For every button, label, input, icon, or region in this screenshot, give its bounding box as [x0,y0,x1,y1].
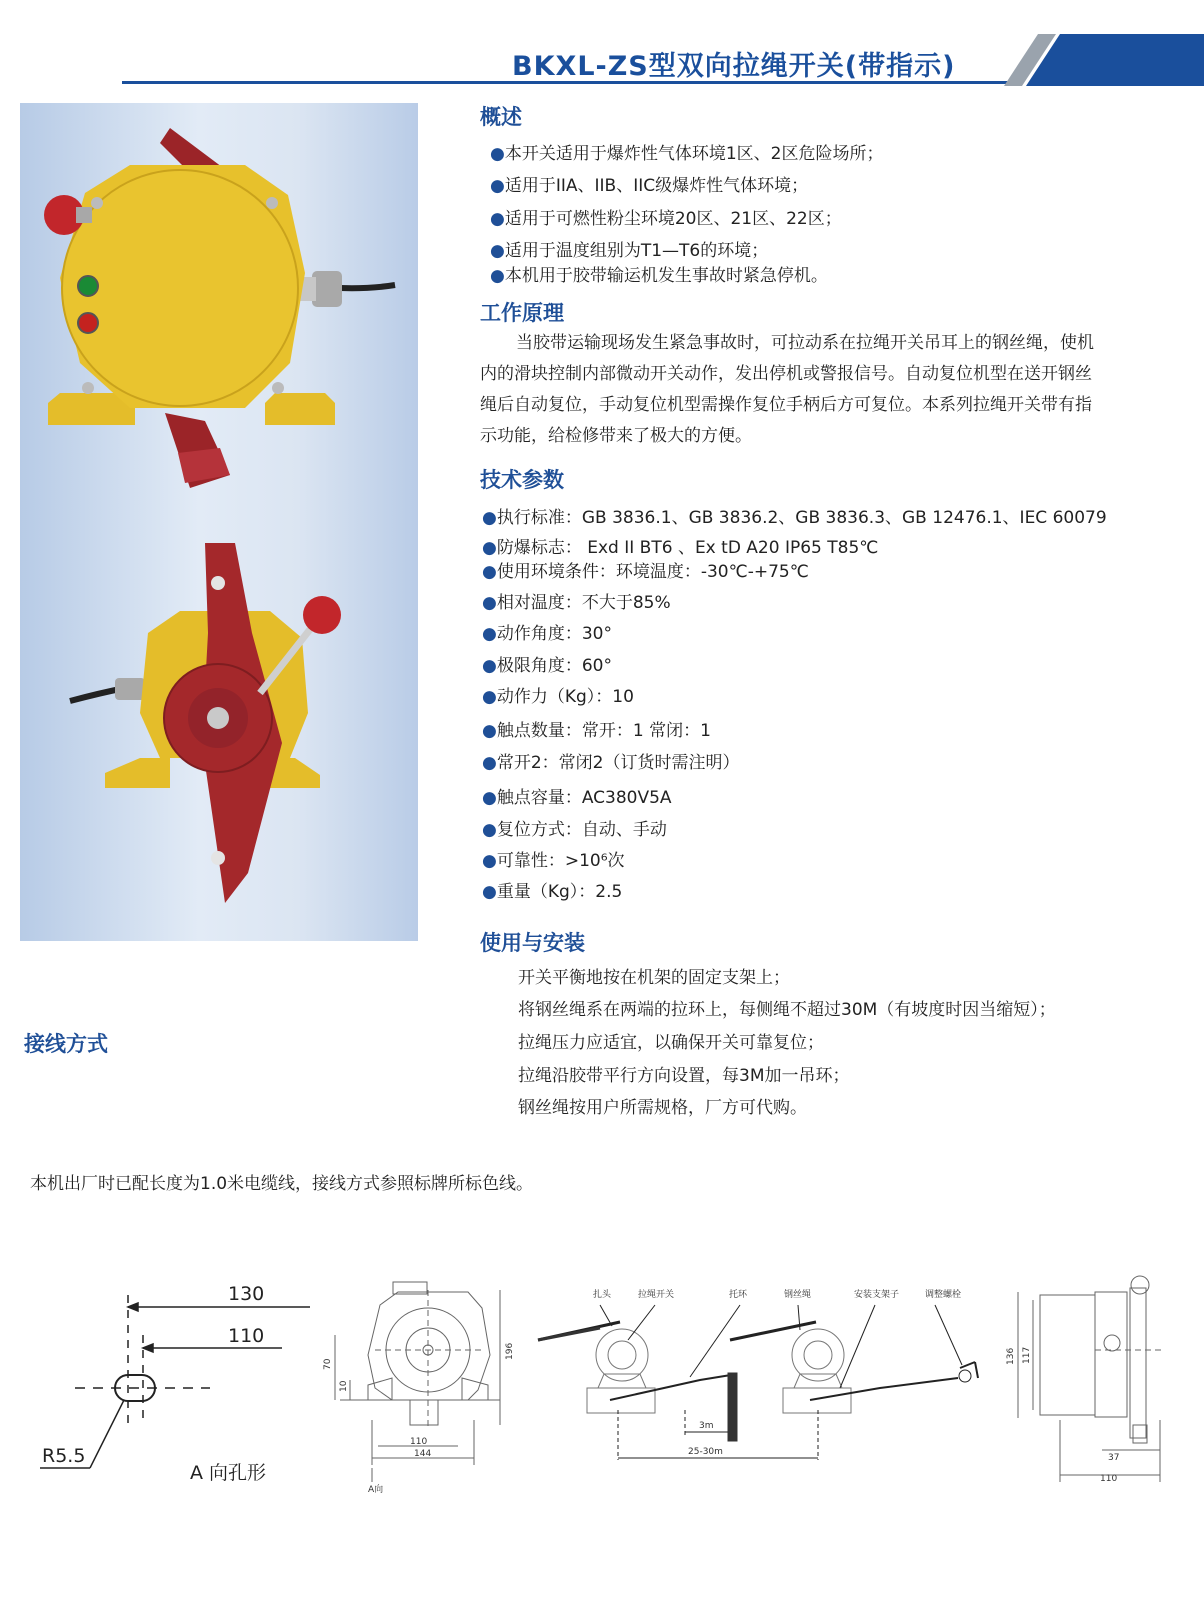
list-item: 开关平衡地按在机架的固定支架上； [518,968,790,988]
dim-110-front: 110 [410,1437,428,1447]
list-item: 拉绳压力应适宜，以确保开关可靠复位； [518,1033,824,1053]
label-bracket: 安装支架子 [854,1290,900,1300]
product-photo-panel [20,103,418,941]
list-item: ●防爆标志： Exd II BT6 、Ex tD A20 IP65 T85℃ [482,538,879,558]
dim-196: 196 [505,1342,515,1360]
product-rear-photo [70,543,341,903]
label-lasheng-switch: 拉绳开关 [638,1290,675,1300]
list-item: ●本开关适用于爆炸性气体环境1区、2区危险场所； [490,144,884,164]
dim-110-side: 110 [1100,1474,1118,1484]
list-item: ●执行标准：GB 3836.1、GB 3836.2、GB 3836.3、GB 12476.1、IEC 60079 [482,508,1107,528]
install-heading: 使用与安装 [480,931,585,955]
principle-paragraph [480,328,1180,452]
list-item: ●复位方式：自动、手动 [482,820,667,840]
view-a-label: A向 [368,1485,384,1495]
list-item: ●动作角度：30° [482,624,612,644]
label-zhatou: 扎头 [593,1290,612,1300]
dim-136: 136 [1006,1347,1016,1365]
label-wire-rope: 钢丝绳 [784,1290,812,1300]
list-item: ●使用环境条件：环境温度：-30℃-+75℃ [482,562,809,582]
list-item: ●本机用于胶带输运机发生事故时紧急停机。 [490,266,828,286]
principle-line: 绳后自动复位，手动复位机型需操作复位手柄后方可复位。本系列拉绳开关带有指 [480,395,1092,415]
header-decoration [1000,34,1204,86]
label-adjust-bolt: 调整螺栓 [925,1290,962,1300]
wiring-note: 本机出厂时已配长度为1.0米电缆线，接线方式参照标牌所标色线。 [30,1174,534,1194]
product-photos [20,103,418,941]
dim-70: 70 [323,1358,333,1370]
specs-heading: 技术参数 [480,468,564,492]
list-item: 钢丝绳按用户所需规格，厂方可代购。 [518,1098,807,1118]
wiring-heading: 接线方式 [24,1032,108,1056]
principle-line: 示功能，给检修带来了极大的方便。 [480,426,752,446]
list-item: ●可靠性：>10⁶次 [482,851,625,871]
technical-drawings [0,1260,1204,1500]
list-item: ●动作力（Kg）：10 [482,687,634,707]
list-item: ●适用于IIA、IIB、IIC级爆炸性气体环境； [490,176,809,196]
list-item: 将钢丝绳系在两端的拉环上，每侧绳不超过30M（有坡度时因当缩短）； [518,1000,1056,1020]
dim-25-30m: 25-30m [688,1447,723,1457]
list-item: ●重量（Kg）：2.5 [482,882,623,902]
label-tuohuan: 托环 [729,1290,748,1300]
principle-line: 内的滑块控制内部微动开关动作，发出停机或警报信号。自动复位机型在送开钢丝 [480,364,1092,384]
install-layout-drawing [538,1305,978,1460]
dim-3m: 3m [699,1421,714,1431]
dim-110: 110 [228,1325,265,1347]
dim-144: 144 [414,1449,432,1459]
principle-line: 当胶带运输现场发生紧急事故时，可拉动系在拉绳开关吊耳上的钢丝绳，使机 [516,333,1094,353]
overview-heading: 概述 [480,105,522,129]
list-item: ●触点容量：AC380V5A [482,788,672,808]
list-item: ●极限角度：60° [482,656,612,676]
dim-37: 37 [1108,1453,1120,1463]
list-item: 拉绳沿胶带平行方向设置，每3M加一吊环； [518,1066,850,1086]
product-front-photo [44,128,395,488]
dim-10: 10 [339,1380,349,1392]
hole-drawing [40,1295,310,1468]
list-item: ●相对温度：不大于85% [482,593,671,613]
list-item: ●适用于温度组别为T1—T6的环境； [490,241,769,261]
dim-117: 117 [1022,1346,1032,1364]
list-item: ●常开2：常闭2（订货时需注明） [482,753,740,773]
dim-r55: R5.5 [42,1445,86,1467]
list-item: ●触点数量：常开：1 常闭：1 [482,721,711,741]
hole-label: A 向孔形 [190,1462,267,1484]
list-item: ●适用于可燃性粉尘环境20区、21区、22区； [490,209,842,229]
dim-130: 130 [228,1283,265,1305]
page-title: BKXL-ZS型双向拉绳开关(带指示) [512,51,956,82]
side-outline-drawing [1018,1276,1165,1482]
principle-heading: 工作原理 [480,301,564,325]
